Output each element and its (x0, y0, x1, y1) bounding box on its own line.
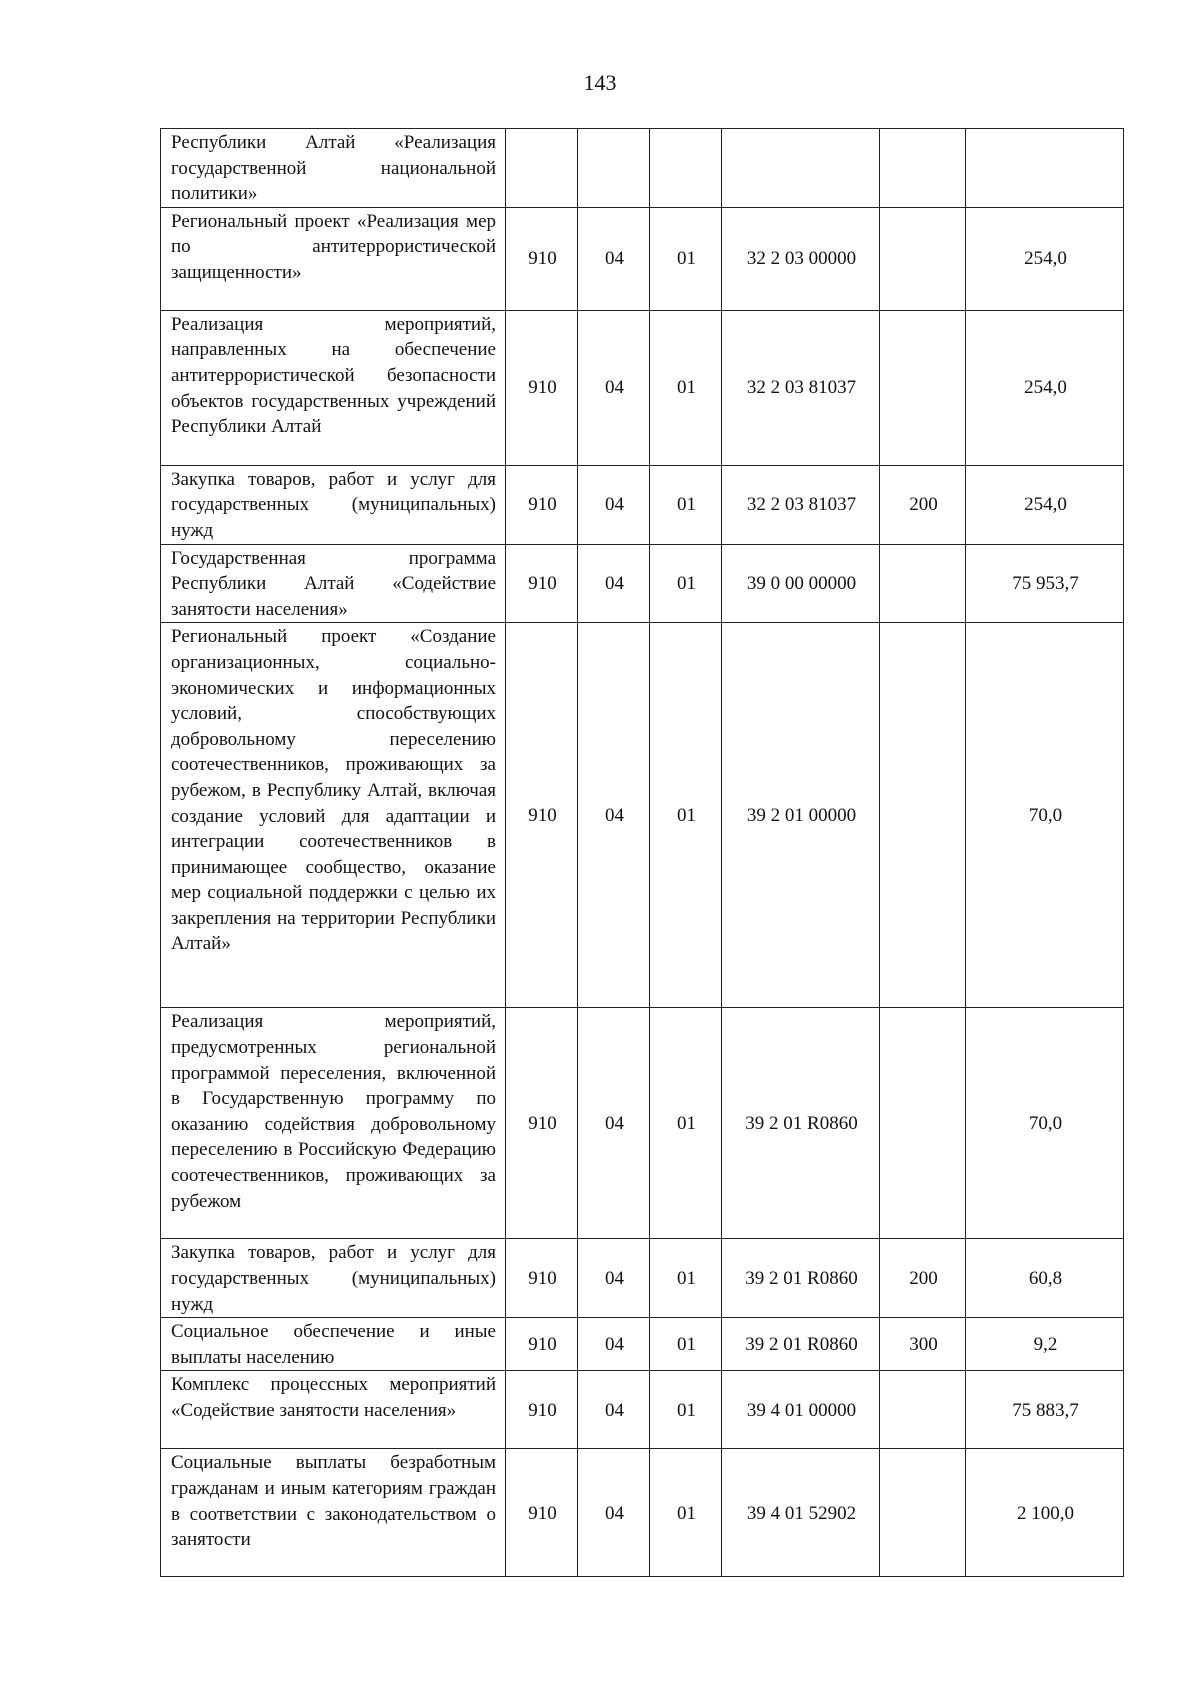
target-article-code: 39 4 01 52902 (722, 1449, 880, 1577)
grbs-code: 910 (506, 310, 578, 465)
expense-type-code: 200 (880, 465, 966, 544)
section-code: 04 (578, 1318, 650, 1371)
target-article-code: 39 2 01 R0860 (722, 1008, 880, 1239)
table-row (161, 623, 1124, 1008)
subsection-code: 01 (650, 310, 722, 465)
section-code: 04 (578, 623, 650, 1008)
section-code: 04 (578, 1449, 650, 1577)
row-name: Закупка товаров, работ и услуг для государственных (муниципальных) нужд (161, 1239, 506, 1318)
target-article-code: 32 2 03 81037 (722, 465, 880, 544)
table-row (161, 310, 1124, 465)
expense-type-code (880, 544, 966, 623)
grbs-code: 910 (506, 623, 578, 1008)
amount: 2 100,0 (966, 1449, 1124, 1577)
amount: 254,0 (966, 465, 1124, 544)
amount: 70,0 (966, 1008, 1124, 1239)
grbs-code: 910 (506, 1008, 578, 1239)
target-article-code: 39 4 01 00000 (722, 1371, 880, 1449)
grbs-code: 910 (506, 1318, 578, 1371)
table-row (161, 1371, 1124, 1449)
target-article-code: 39 2 01 00000 (722, 623, 880, 1008)
expense-type-code (880, 623, 966, 1008)
table-row (161, 465, 1124, 544)
grbs-code: 910 (506, 207, 578, 310)
table-row (161, 207, 1124, 310)
subsection-code: 01 (650, 1239, 722, 1318)
grbs-code: 910 (506, 1449, 578, 1577)
target-article-code: 39 2 01 R0860 (722, 1318, 880, 1371)
target-article-code: 39 2 01 R0860 (722, 1239, 880, 1318)
section-code: 04 (578, 1008, 650, 1239)
expense-type-code (880, 207, 966, 310)
section-code (578, 129, 650, 208)
subsection-code: 01 (650, 207, 722, 310)
page-number: 143 (583, 70, 617, 95)
expense-type-code: 200 (880, 1239, 966, 1318)
section-code: 04 (578, 310, 650, 465)
expense-type-code: 300 (880, 1318, 966, 1371)
expense-type-code (880, 1449, 966, 1577)
subsection-code: 01 (650, 1008, 722, 1239)
amount (966, 129, 1124, 208)
row-name: Реализация мероприятий, предусмотренных региональной программой переселения, включенной в Государственную программу по оказанию содействия добровольному переселению в Российскую Федерацию соотечественников, проживающих за рубежом (161, 1008, 506, 1239)
row-name: Региональный проект «Создание организационных, социально-экономических и информационных условий, способствующих добровольному переселению соотечественников, проживающих за рубежом, в Республику Алтай, включая создание условий для адаптации и интеграции соотечественников в принимающее сообщество, оказание мер социальной поддержки с целью их закрепления на территории Республики Алтай» (161, 623, 506, 1008)
target-article-code: 39 0 00 00000 (722, 544, 880, 623)
row-name: Закупка товаров, работ и услуг для государственных (муниципальных) нужд (161, 465, 506, 544)
table-body (161, 129, 1124, 1577)
grbs-code: 910 (506, 1371, 578, 1449)
budget-table (160, 128, 1124, 1577)
subsection-code: 01 (650, 1449, 722, 1577)
grbs-code: 910 (506, 544, 578, 623)
row-name: Социальное обеспечение и иные выплаты населению (161, 1318, 506, 1371)
amount: 70,0 (966, 623, 1124, 1008)
amount: 254,0 (966, 207, 1124, 310)
subsection-code: 01 (650, 1371, 722, 1449)
grbs-code: 910 (506, 1239, 578, 1318)
expense-type-code (880, 129, 966, 208)
amount: 9,2 (966, 1318, 1124, 1371)
section-code: 04 (578, 544, 650, 623)
table-row (161, 1239, 1124, 1318)
section-code: 04 (578, 1371, 650, 1449)
table-row (161, 1318, 1124, 1371)
section-code: 04 (578, 207, 650, 310)
target-article-code: 32 2 03 81037 (722, 310, 880, 465)
amount: 75 883,7 (966, 1371, 1124, 1449)
subsection-code: 01 (650, 623, 722, 1008)
expense-type-code (880, 310, 966, 465)
row-name: Социальные выплаты безработным гражданам и иным категориям граждан в соответствии с законодательством о занятости (161, 1449, 506, 1577)
row-name: Республики Алтай «Реализация государственной национальной политики» (161, 129, 506, 208)
row-name: Государственная программа Республики Алтай «Содействие занятости населения» (161, 544, 506, 623)
amount: 75 953,7 (966, 544, 1124, 623)
subsection-code: 01 (650, 465, 722, 544)
amount: 254,0 (966, 310, 1124, 465)
target-article-code (722, 129, 880, 208)
grbs-code (506, 129, 578, 208)
section-code: 04 (578, 1239, 650, 1318)
expense-type-code (880, 1371, 966, 1449)
grbs-code: 910 (506, 465, 578, 544)
table-row (161, 544, 1124, 623)
row-name: Комплекс процессных мероприятий «Содействие занятости населения» (161, 1371, 506, 1449)
expense-type-code (880, 1008, 966, 1239)
row-name: Региональный проект «Реализация мер по антитеррористической защищенности» (161, 207, 506, 310)
subsection-code: 01 (650, 544, 722, 623)
section-code: 04 (578, 465, 650, 544)
subsection-code (650, 129, 722, 208)
table-row (161, 129, 1124, 208)
row-name: Реализация мероприятий, направленных на обеспечение антитеррористической безопасности объектов государственных учреждений Республики Алтай (161, 310, 506, 465)
amount: 60,8 (966, 1239, 1124, 1318)
table-row (161, 1008, 1124, 1239)
subsection-code: 01 (650, 1318, 722, 1371)
table-row (161, 1449, 1124, 1577)
target-article-code: 32 2 03 00000 (722, 207, 880, 310)
